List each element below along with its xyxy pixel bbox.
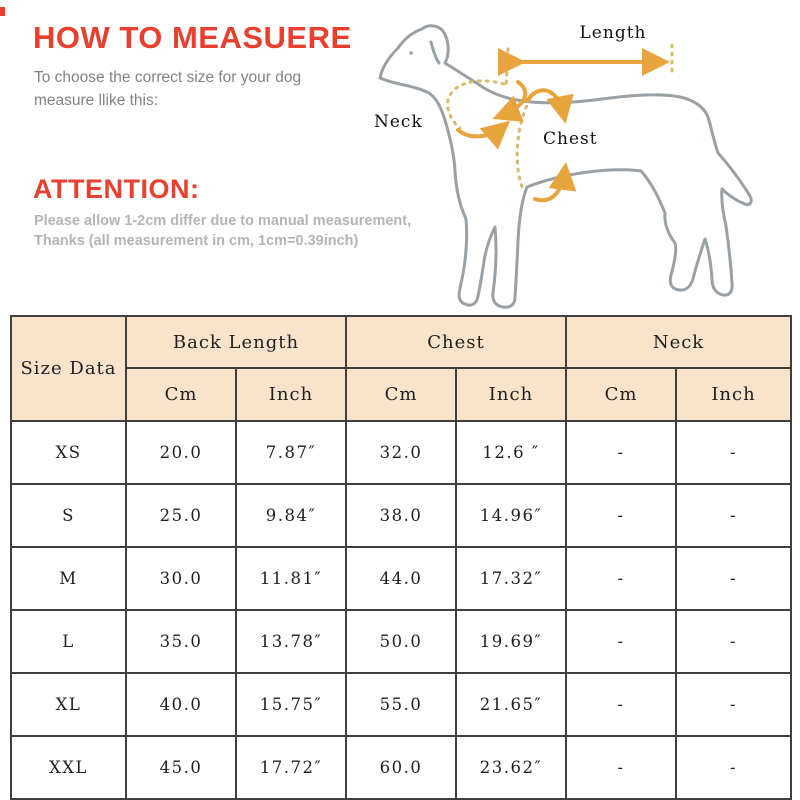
unit-header-chest-cm: Cm	[346, 368, 456, 421]
back-cm: 25.0	[126, 484, 236, 547]
neck-arrow	[458, 126, 504, 136]
unit-header-back-cm: Cm	[126, 368, 236, 421]
dog-measurement-diagram	[360, 0, 800, 315]
length-label: Length	[579, 23, 647, 43]
size-table	[10, 315, 792, 800]
table-row-xs	[11, 421, 791, 484]
size-label: XL	[11, 673, 126, 736]
chest-cm: 55.0	[346, 673, 456, 736]
chest-inch: 17.32″	[456, 547, 566, 610]
back-cm: 35.0	[126, 610, 236, 673]
neck-inch: -	[676, 673, 791, 736]
chest-inch: 23.62″	[456, 736, 566, 799]
dog-outline-illustration	[360, 0, 800, 315]
table-row-s	[11, 484, 791, 547]
neck-inch: -	[676, 421, 791, 484]
chest-cm: 38.0	[346, 484, 456, 547]
col-group-chest: Chest	[346, 316, 566, 368]
size-label: XS	[11, 421, 126, 484]
dog-outline	[380, 26, 751, 307]
subtitle	[34, 66, 364, 112]
chest-cm: 50.0	[346, 610, 456, 673]
chest-cm: 32.0	[346, 421, 456, 484]
back-inch: 11.81″	[236, 547, 346, 610]
neck-cm: -	[566, 421, 676, 484]
table-row-m	[11, 547, 791, 610]
back-cm: 40.0	[126, 673, 236, 736]
size-label: S	[11, 484, 126, 547]
chest-cm: 44.0	[346, 547, 456, 610]
back-inch: 13.78″	[236, 610, 346, 673]
chest-label: Chest	[543, 129, 598, 149]
neck-cm: -	[566, 610, 676, 673]
table-row-xl	[11, 673, 791, 736]
attention-line1: Please allow 1-2cm differ due to manual measurement,	[34, 213, 412, 229]
back-inch: 17.72″	[236, 736, 346, 799]
attention-line2: Thanks (all measurement in cm, 1cm=0.39inch)	[34, 233, 359, 249]
unit-header-back-inch: Inch	[236, 368, 346, 421]
size-label: M	[11, 547, 126, 610]
back-cm: 45.0	[126, 736, 236, 799]
size-label: L	[11, 610, 126, 673]
chest-inch: 14.96″	[456, 484, 566, 547]
back-inch: 15.75″	[236, 673, 346, 736]
subtitle-line2: measure llike this:	[34, 92, 159, 109]
back-inch: 9.84″	[236, 484, 346, 547]
dashed-measure-guides	[448, 45, 672, 187]
attention-heading: ATTENTION:	[33, 174, 200, 204]
chest-arrow-up	[535, 170, 565, 200]
neck-label: Neck	[374, 112, 423, 132]
red-corner-mark	[0, 7, 5, 16]
neck-cm: -	[566, 547, 676, 610]
chest-cm: 60.0	[346, 736, 456, 799]
page-title: HOW TO MEASUERE	[33, 20, 352, 55]
subtitle-line1: To choose the correct size for your dog	[34, 69, 302, 86]
neck-inch: -	[676, 610, 791, 673]
table-corner-cell: Size Data	[11, 316, 126, 421]
col-group-neck: Neck	[566, 316, 791, 368]
neck-inch: -	[676, 547, 791, 610]
chest-inch: 12.6 ″	[456, 421, 566, 484]
back-inch: 7.87″	[236, 421, 346, 484]
neck-inch: -	[676, 736, 791, 799]
chest-inch: 19.69″	[456, 610, 566, 673]
unit-header-neck-inch: Inch	[676, 368, 791, 421]
neck-cm: -	[566, 673, 676, 736]
unit-header-neck-cm: Cm	[566, 368, 676, 421]
table-row-xxl	[11, 736, 791, 799]
neck-cm: -	[566, 484, 676, 547]
unit-header-chest-inch: Inch	[456, 368, 566, 421]
chest-inch: 21.65″	[456, 673, 566, 736]
size-label: XXL	[11, 736, 126, 799]
neck-cm: -	[566, 736, 676, 799]
back-cm: 30.0	[126, 547, 236, 610]
back-cm: 20.0	[126, 421, 236, 484]
col-group-back-length: Back Length	[126, 316, 346, 368]
neck-inch: -	[676, 484, 791, 547]
table-row-l	[11, 610, 791, 673]
